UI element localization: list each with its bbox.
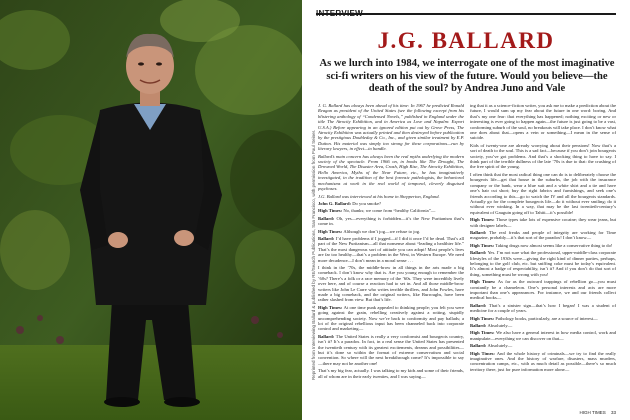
qa-paragraph [318,208,464,213]
qa-paragraph [470,303,616,314]
qa-paragraph [470,351,616,373]
photo-credit-text: Reprinted from Interviewing Ballard & published by RE/Search Publications, San Francisco, with permission from Paul Seiner. [311,129,316,380]
qa-paragraph [470,323,616,328]
article-column-2 [470,103,616,408]
speaker-text: And the whole history of criminals—we try to find the really imaginative ones. And the history of warfare, disasters, mass murders, concentration camps, etc., with as much detail as possible—there’s so much territory there, just for pure information more alone— [470,350,616,372]
qa-paragraph [318,216,464,227]
speaker-name: John G. Ballard: [318,200,353,206]
speaker-text: Although we don’t jog—we refuse to jog. [343,228,421,234]
speaker-name: High Times: [470,350,497,356]
qa-paragraph [470,250,616,277]
intro-paragraph: Ballard’s main concern has always been the real myths underlying the modern society of the spectacle. From 1966 on, in books like The Drought, The Drowned World, The Disaster Area, Crash, High Rise, The Atrocity Exhibition, Hello America, Myths of the Near Future, etc., he has imaginatively investigated, in the tradition of the best forensic pathologists, the behavioral mechanisms at work in the real world of temporal, cleverly disguised psychoses. [318,153,464,192]
speaker-name: High Times: [318,208,344,214]
speaker-name: Ballard: [470,323,488,329]
interview-qa-2 [470,217,616,372]
qa-paragraph [318,368,464,379]
photo-credit [304,129,316,380]
speaker-name: High Times: [318,228,344,234]
article-column-1 [318,103,464,408]
speaker-text: At one time punk appealed to thinking people; you felt you were going against the grain, rebelling creatively against a rotting, stupidly uncomprehending society. Now we’re back to conformity and pay ballads; a lot of the original rebellious input has been channeled back into corporate control and marketing— [318,304,464,332]
speaker-text: I’d have problems if I jogged—if I did it once I’d be dead. That’s all part of the New Puritanism—all that nonsense about “leading a healthier life.” That’s the most dangerous sort of attitude you can adopt! Most people’s lives are far too healthy—that’s a problem in the West, in Western Europe. We need more decadence—I don’t mean in a moral sense . . . [318,235,464,263]
qa-paragraph [470,343,616,348]
section-label: INTERVIEW [316,9,364,18]
body-paragraph: ing that it as a science-fiction writer, you ask me to make a prediction about the future, I would sum up my fear about the future in one word: boring. And that’s my one fear: that everything has happened; nothing exciting or new or interesting is ever going to happen again—the future is just going to be a vast, conforming suburb of the soul, no breakouts will take place. I don’t know what one does about that—opens a vein or something—I mean in the sense of suicide. [470,103,616,141]
speaker-name: High Times: [470,242,496,248]
speaker-name: Ballard: [470,250,488,256]
speaker-text: Pathology books, particularly, are a source of interest— [495,315,598,321]
speaker-text: Do you smoke? [352,200,382,206]
page-number: 33 [610,410,616,415]
interview-qa-1 [318,201,464,379]
speaker-name: Ballard: [470,229,490,235]
speaker-name: High Times: [470,315,496,321]
intro-paragraph: J. G. Ballard has always been ahead of his time: In 1967 he predicted Ronald Reagan as president of the United States (see the following excerpt from his blistering anthology of “Condensed Novels,” published in England under the title The Atrocity Exhibition, and in America as Love and Napalm: Export U.S.A.) Before appearing in an ignored edition put out by Grove Press, The Atrocity Exhibition was actually printed and then destroyed before publication by the prestigious Doubleday & Co., Inc., and given similar treatment by E.P. Dutton. His material was simply too strong for these corporations—run by literary lawyers, in effect—to handle. [318,103,464,152]
speaker-text: I think in the ’70s, the middle-brow in all things in the arts made a big comeback. I don’t know why that is. Are you young enough to remember the ’60s? There’s a folk or a race memory of the ’60s. They were incredibly lively over here, and of course a reaction had to set in. And all those middle-brow writers like John Le Carre who writes terrible thrillers, and John Fowles, have made a big comeback, and the original writers, like Burroughs, have been rather slashed from view. But that’s life. [318,264,464,303]
speaker-text: No, thanks; we come from “healthy California”— [343,208,436,214]
article-paragraphs [470,103,616,215]
article-page [316,0,630,420]
qa-paragraph [318,201,464,206]
speaker-text: Those types take lots of expensive cocaine; they wear jeans, but with designer labels— [470,217,616,228]
article-intro [318,103,464,199]
speaker-text: As far as the outward trappings of rebellion go—you must constantly be a chameleon. One’s personal interests and acts are more important than one’s appearances. For instance, we and our friends collect medical books— [470,279,616,301]
speaker-text: Yes. I’m not sure what the professional, upper-middle-class corporate lifestyles of the 1930s were—giving the right kind of dinner parties, perhaps, belonging to the golf club, etc. but sniffing coke must be today’s equivalent. It’s almost a badge of respectability, isn’t it? And if you don’t do that sort of thing, something must be wrong with you! [470,250,616,277]
article-headline: J.G. BALLARD [377,28,555,53]
speaker-text: We also have a general interest in how media control, work and manipulate—everything we can discover on that— [470,330,616,341]
speaker-name: High Times: [470,330,496,336]
qa-paragraph [318,265,464,303]
speaker-text: The real freaks and people of integrity are working for Time magazine, probably—it’s that sort of the paradox! I don’t know— [470,229,616,241]
speaker-text: Absolutely— [487,323,513,329]
speaker-text: Absolutely— [487,343,513,349]
speaker-name: High Times: [318,304,344,310]
qa-paragraph [318,334,464,366]
page-footer [506,410,616,415]
qa-paragraph [318,229,464,234]
qa-paragraph [318,305,464,332]
speaker-text: Oh, yes—everything is forbidden—it’s the New Puritanism that’s come in. [318,215,464,227]
speaker-text: Taking drugs now almost seems like a conservative thing to do! [495,242,613,248]
qa-paragraph [470,230,616,241]
speaker-name: Ballard: [318,215,337,221]
speaker-text: That’s a sinister sign—that’s how I began! I was a student of medicine for a couple of years. [470,302,616,314]
speaker-name: Ballard: [318,333,336,339]
body-paragraph: I often think that the most radical thing one can do is to deliberately choose the bourgeois life—get that house in the suburbs, the job with the insurance company or the bank, wear a blue suit and a white shirt and a tie and have one’s hair cut short; buy the right fabrics and furnishings, and seek one’s friends according to this—go to watch the IV and all the bourgeois standards. Actually go for the complete bourgeois life—do it without ever smiling; do it without ever winking. In a way, that may be the last twentieth-century’s equivalent of Gauguin going off to Tahiti—it’s possible! [470,171,616,215]
section-header [316,3,616,18]
article-deck: As we lurch into 1984, we interrogate one of the most imaginative sci-fi writers on his view of the future. Would you believe—the death of the soul? by Andrea Juno and Vale [319,58,615,95]
body-paragraph: Kids of twenty-one are already worrying about their pensions! Now that’s a sort of death to the soul. This is a sad fact—because if you don’t join bourgeois society, you’ve got problems. And that’s a shocking thing to have to say. I think part of the terrible dullness of the late ’70s is due to that: the crushing of the free spirit of the young. [470,142,616,170]
speaker-text: The United States is really a very conformist and bourgeois country, isn’t it? It’s a paradox. In fact, in a real sense the United States has presented the twentieth century with its greatest excitements, dreams and possibilities—but it’s done so within the format of extreme conservatism and social convention. So where will the next breakthrough come? It’s impossible to say—there may not be another one! [318,333,464,366]
qa-paragraph [470,279,616,301]
speaker-text: That’s my big fear, actually. I was talking to my kids and some of their friends, all of whom are in their early twenties, and I was saying— [318,368,464,379]
speaker-name: Ballard: [470,302,489,308]
speaker-name: Ballard: [318,235,336,241]
qa-paragraph [470,330,616,341]
qa-paragraph [318,236,464,263]
author-photo [0,0,302,420]
speaker-name: High Times: [470,279,498,285]
magazine-name: HIGH TIMES [579,410,606,415]
qa-paragraph [470,217,616,228]
speaker-name: Ballard: [470,343,488,349]
qa-paragraph [470,243,616,248]
intro-paragraph: J.G. Ballard was interviewed at his home in Shepperton, England. [318,193,440,199]
qa-paragraph [470,316,616,321]
speaker-name: High Times: [470,217,496,223]
